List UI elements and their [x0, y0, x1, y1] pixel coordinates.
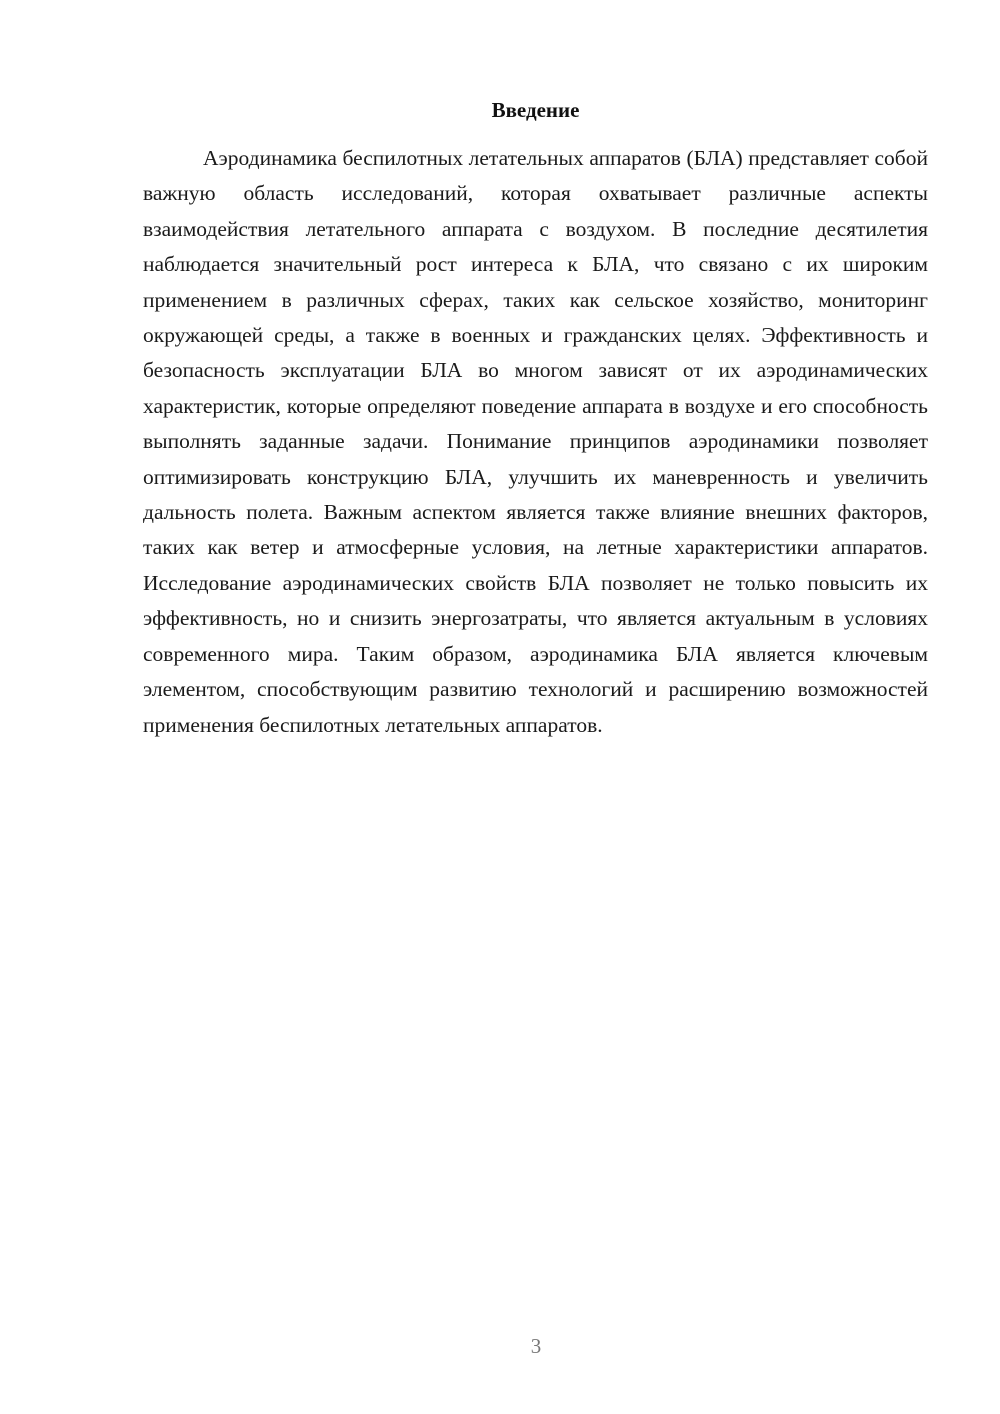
body-paragraph: Аэродинамика беспилотных летательных аппаратов (БЛА) представляет собой важную область исследований, которая охватывает различные аспекты взаимодействия летательного аппарата с воздухом. В последние десятилетия наблюдается значительный рост интереса к БЛА, что связано с их широким применением в различных сферах, таких как сельское хозяйство, мониторинг окружающей среды, а также в военных и гражданских целях. Эффективность и безопасность эксплуатации БЛА во многом зависят от их аэродинамических характеристик, которые определяют поведение аппарата в воздухе и его способность выполнять заданные задачи. Понимание принципов аэродинамики позволяет оптимизировать конструкцию БЛА, улучшить их маневренность и увеличить дальность полета. Важным аспектом является также влияние внешних факторов, таких как ветер и атмосферные условия, на летные характеристики аппаратов. Исследование аэродинамических свойств БЛА позволяет не только повысить их эффективность, но и снизить энергозатраты, что является актуальным в условиях современного мира. Таким образом, аэродинамика БЛА является ключевым элементом, способствующим развитию технологий и расширению возможностей применения беспилотных летательных аппаратов. — [143, 146, 928, 737]
section-heading: Введение — [491, 98, 580, 122]
page-number: 3 — [530, 1334, 542, 1358]
